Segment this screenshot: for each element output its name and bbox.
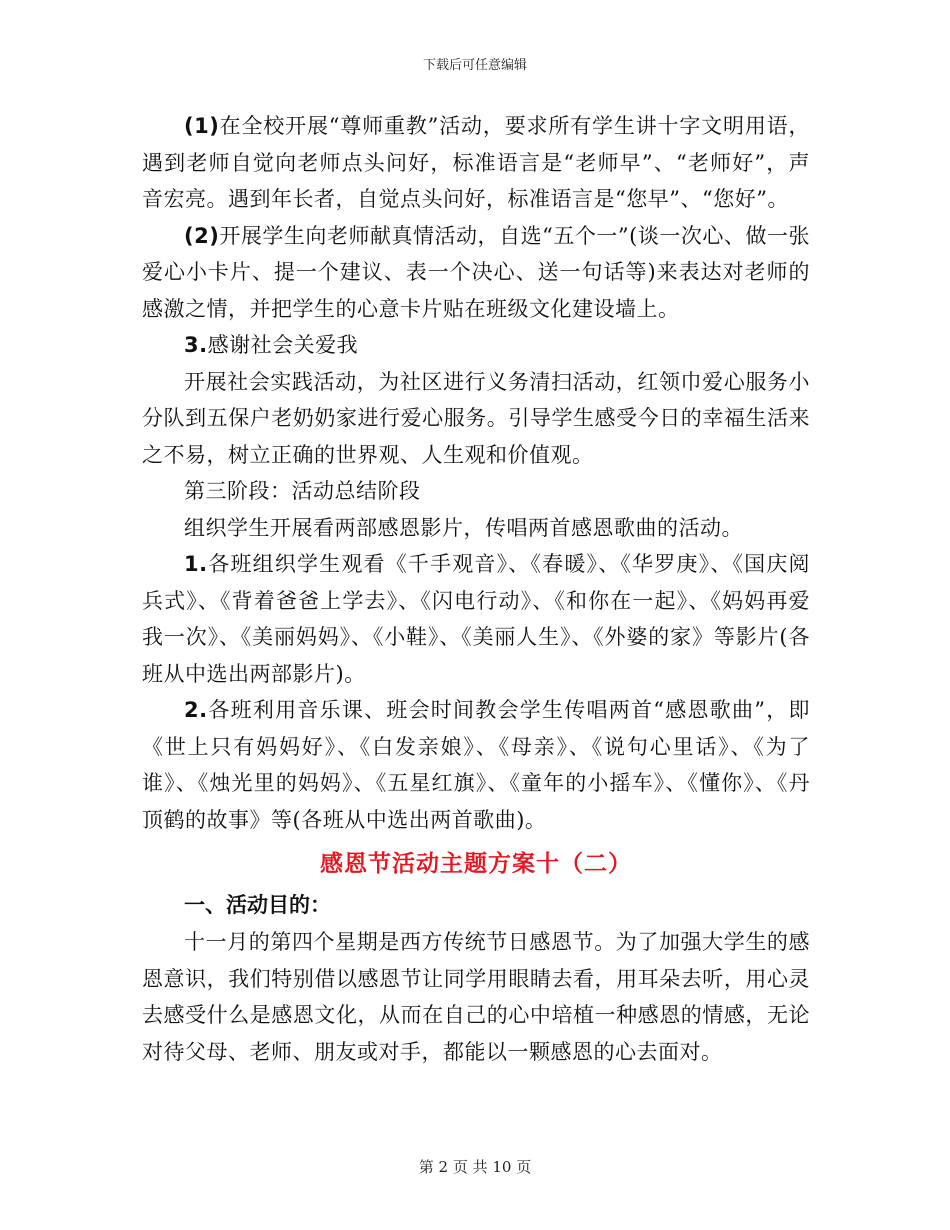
- paragraph-2: [142, 218, 810, 328]
- paragraph-text: 各班利用音乐课、班会时间教会学生传唱两首“感恩歌曲”，即《世上只有妈妈好》、《白发亲娘》、《母亲》、《说句心里话》、《为了谁》、《烛光里的妈妈》、《五星红旗》、《童年的小摇车》、《懂你》、《丹顶鹤的故事》等(各班从中选出两首歌曲)。: [142, 698, 810, 832]
- paragraph-7: [142, 546, 810, 692]
- paragraph-lead: (2): [184, 223, 220, 248]
- page-header: 下载后可任意编辑: [422, 58, 527, 73]
- paragraph-lead: 3.: [184, 333, 208, 357]
- paragraph-lead: (1): [184, 114, 220, 138]
- paragraph-1: [142, 108, 810, 218]
- paragraph-6: [142, 510, 810, 547]
- paragraph-lead: 2.: [184, 698, 208, 722]
- paragraph-3: [142, 327, 810, 364]
- paragraph-text: 十一月的第四个星期是西方传统节日感恩节。为了加强大学生的感恩意识，我们特别借以感恩节让同学用眼睛去看，用耳朵去听，用心灵去感受什么是感恩文化，从而在自己的心中培植一种感恩的情感，无论对待父母、老师、朋友或对手，都能以一颗感恩的心去面对。: [142, 930, 810, 1064]
- paragraph-5: [142, 473, 810, 510]
- paragraph-text: 在全校开展“尊师重教”活动，要求所有学生讲十字文明用语，遇到老师自觉向老师点头问好，标准语言是“老师早”、“老师好”，声音宏亮。遇到年长者，自觉点头问好，标准语言是“您早”、“您好”。: [142, 114, 810, 211]
- paragraph-text: 组织学生开展看两部感恩影片，传唱两首感恩歌曲的活动。: [184, 515, 743, 540]
- paragraph-text: 开展学生向老师献真情活动，自选“五个一”(谈一次心、做一张爱心小卡片、提一个建议、表一个决心、送一句话等)来表达对老师的感激之情，并把学生的心意卡片贴在班级文化建设墙上。: [142, 223, 810, 321]
- section-body: [142, 924, 810, 1070]
- paragraph-8: [142, 692, 810, 838]
- section-title: 感恩节活动主题方案十（二）: [320, 851, 632, 877]
- paragraph-4: [142, 364, 810, 474]
- section-subheading: 一、活动目的：: [184, 893, 331, 917]
- paragraph-text: 开展社会实践活动，为社区进行义务清扫活动，红领巾爱心服务小分队到五保户老奶奶家进行爱心服务。引导学生感受今日的幸福生活来之不易，树立正确的世界观、人生观和价值观。: [142, 369, 810, 467]
- paragraph-lead: 1.: [184, 552, 208, 576]
- document-body: [142, 108, 810, 1070]
- paragraph-text: 感谢社会关爱我: [207, 333, 359, 357]
- paragraph-text: 各班组织学生观看《千手观音》、《春暖》、《华罗庚》、《国庆阅兵式》、《背着爸爸上学去》、《闪电行动》、《和你在一起》、《妈妈再爱我一次》、《美丽妈妈》、《小鞋》、《美丽人生》、《外婆的家》等影片(各班从中选出两部影片)。: [142, 552, 810, 686]
- page-footer: 第 2 页 共 10 页: [418, 1158, 532, 1176]
- paragraph-text: 第三阶段：活动总结阶段: [184, 479, 421, 503]
